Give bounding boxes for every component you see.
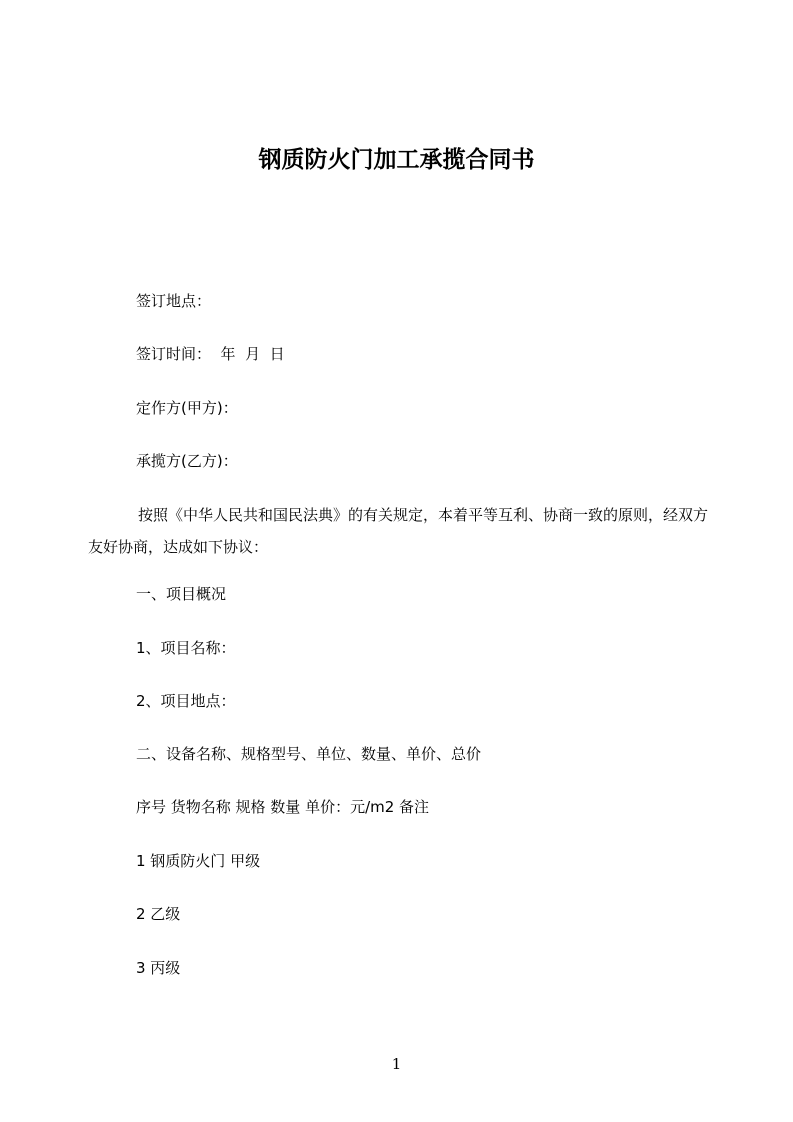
table-row: 1 钢质防火门 甲级: [136, 852, 261, 870]
intro-paragraph: 按照《中华人民共和国民法典》的有关规定，本着平等互利、协商一致的原则，经双方友好协商，达成如下协议：: [88, 506, 709, 556]
sign-time-field: 签订时间： 年 月 日: [136, 345, 285, 363]
table-row: 3 丙级: [136, 959, 181, 977]
document-title: 钢质防火门加工承揽合同书: [258, 147, 535, 173]
section1-heading: 一、项目概况: [136, 585, 227, 603]
project-location-field: 2、项目地点：: [136, 692, 236, 710]
table-header: 序号 货物名称 规格 数量 单价：元/m2 备注: [136, 798, 430, 816]
section2-heading: 二、设备名称、规格型号、单位、数量、单价、总价: [136, 745, 482, 763]
table-row: 2 乙级: [136, 905, 181, 923]
page-number: 1: [391, 1055, 402, 1073]
party-b-field: 承揽方(乙方)：: [136, 452, 238, 470]
sign-place-field: 签订地点：: [136, 292, 212, 310]
project-name-field: 1、项目名称：: [136, 639, 236, 657]
party-a-field: 定作方(甲方)：: [136, 399, 238, 417]
